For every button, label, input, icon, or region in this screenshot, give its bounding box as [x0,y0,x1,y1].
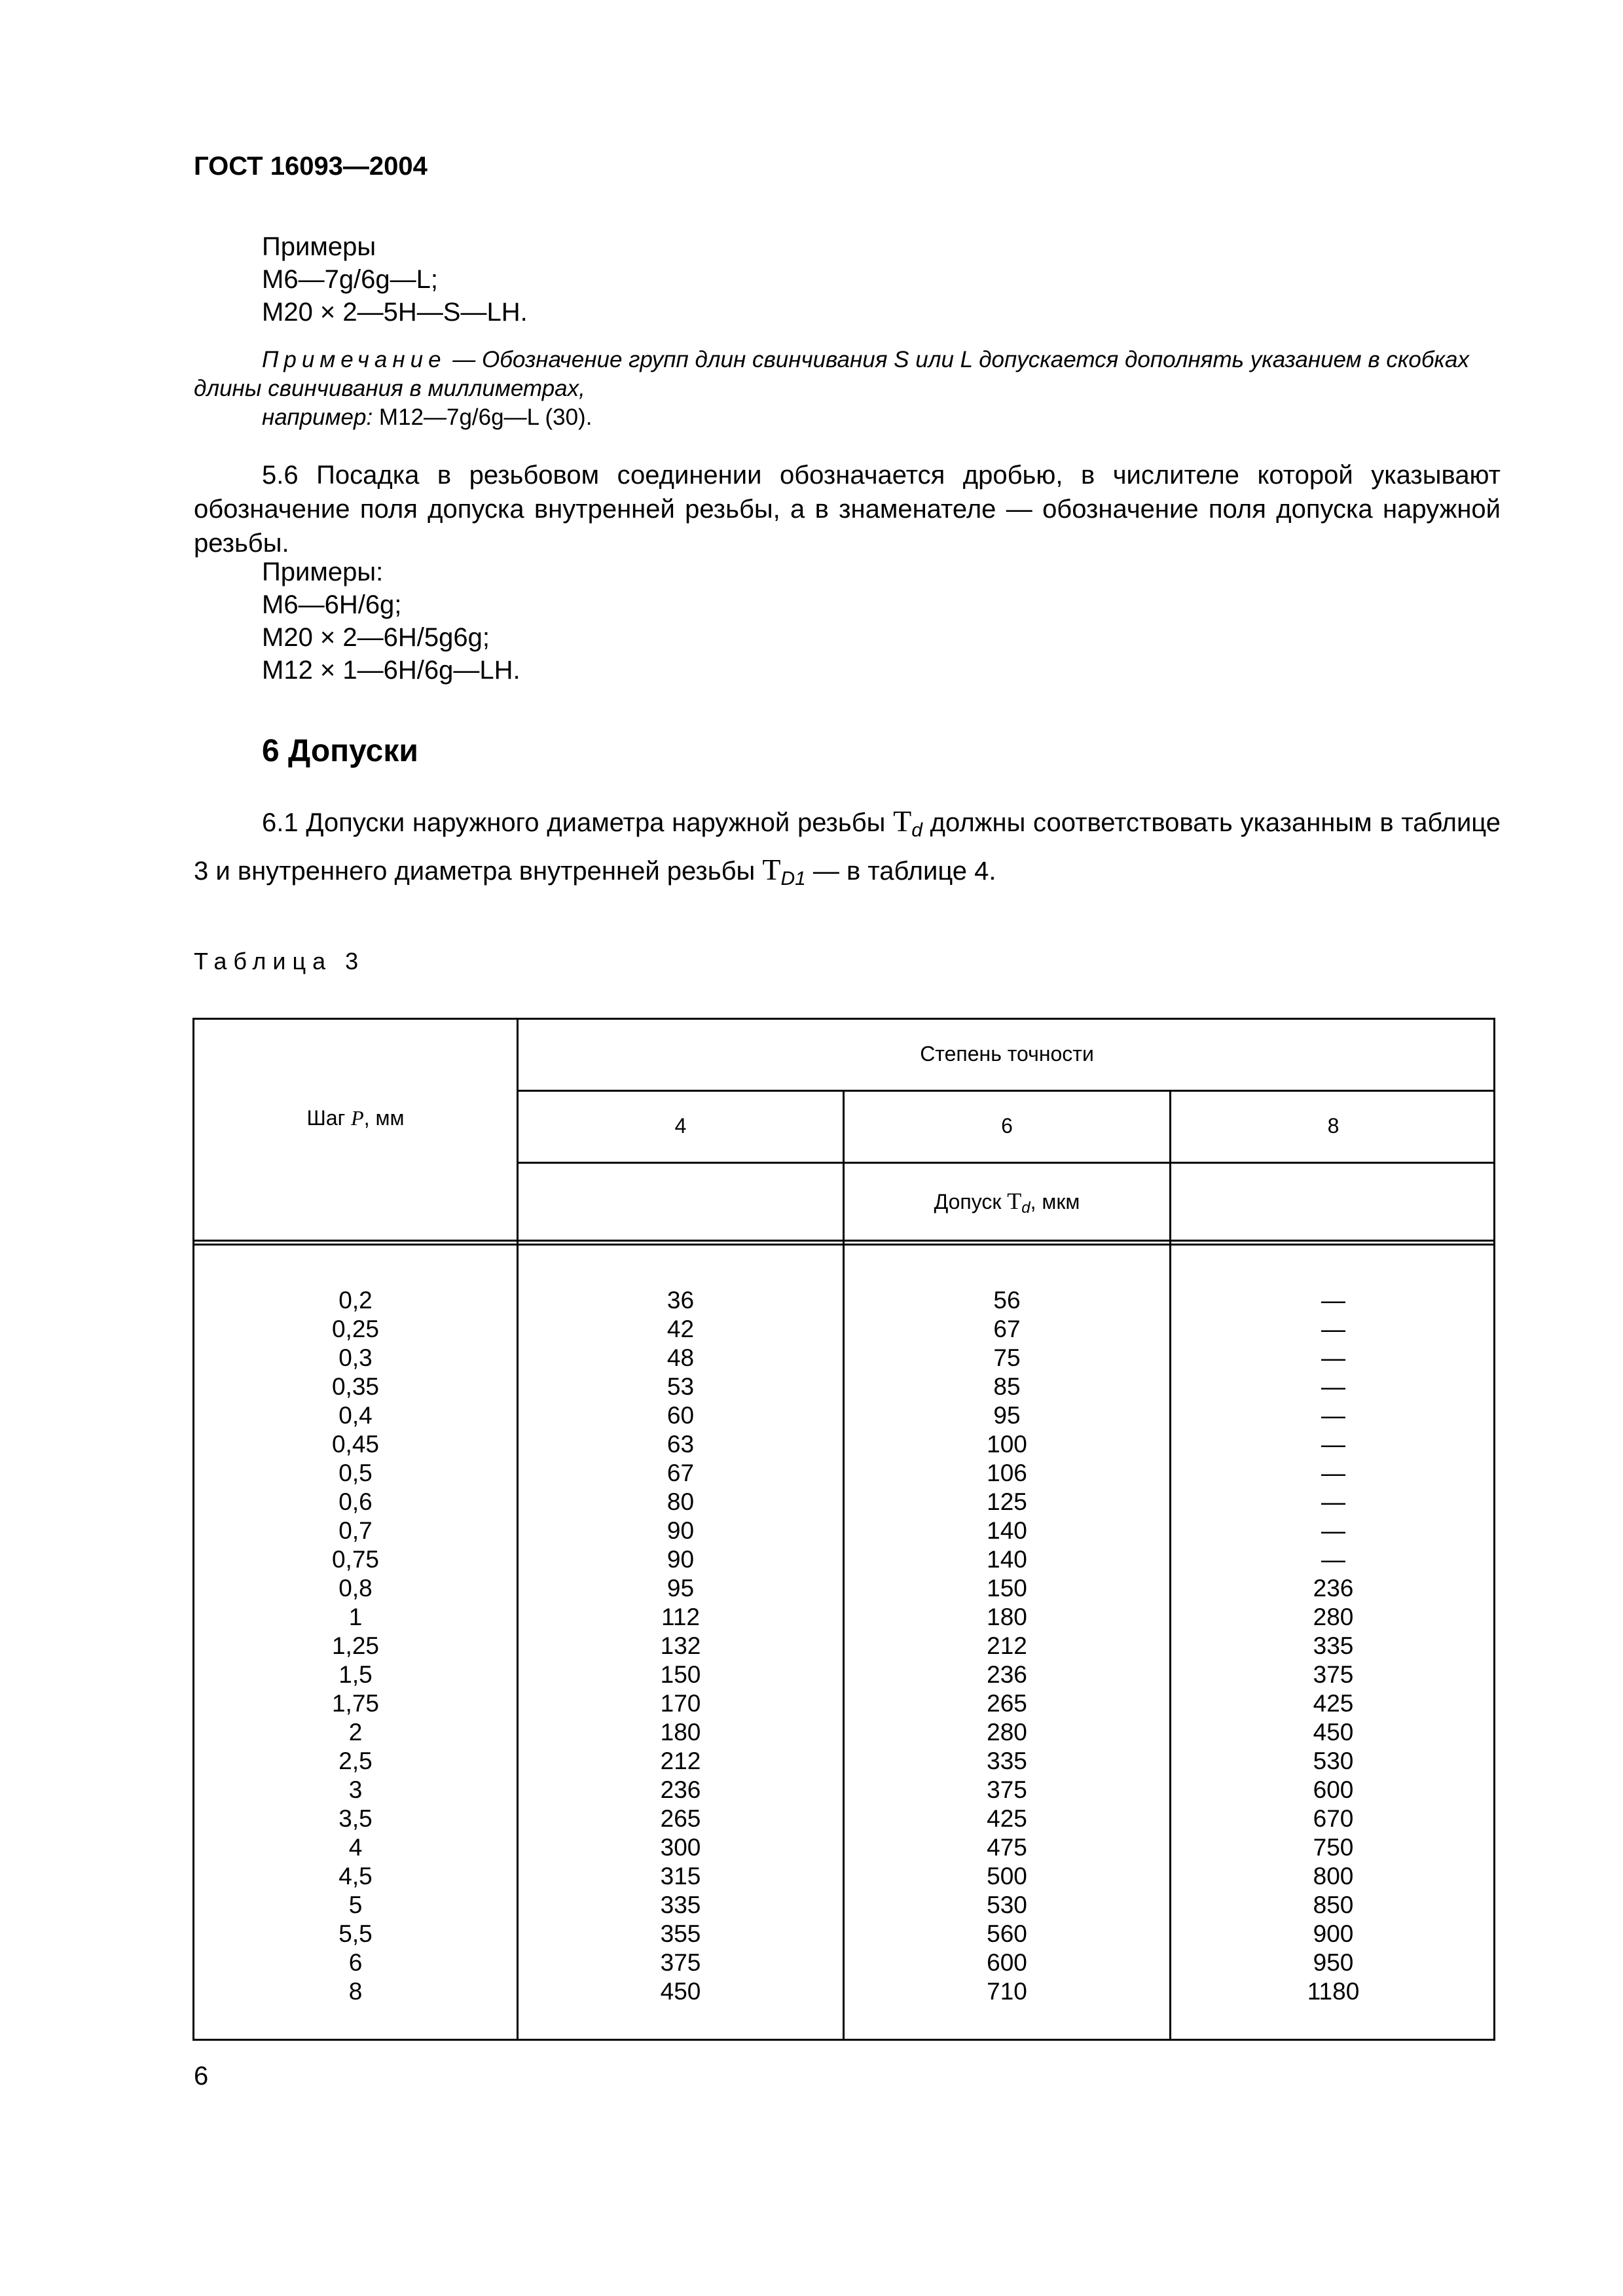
table-cell: — [1321,1402,1345,1429]
table-cell: 355 [660,1920,701,1947]
table-cell: 106 [987,1460,1027,1486]
header-tolerance-symbol: T [1007,1188,1022,1214]
document-header: ГОСТ 16093—2004 [194,152,428,181]
table-cell: 450 [1313,1719,1354,1746]
column-pitch [194,1286,517,2006]
table-cell: 80 [666,1488,695,1515]
table-cell: 112 [661,1604,700,1630]
table-cell: 100 [987,1431,1027,1458]
paragraph-5-6: 5.6 Посадка в резьбовом соединении обозначается дробью, в числителе которой указывают обозначение поля допуска внутренней резьбы, а в знаменателе — обозначение поля допуска наружной резьбы. [194,461,1501,558]
table-cell: 425 [1313,1690,1354,1717]
table-cell: 5,5 [338,1920,373,1947]
header-pitch [194,1106,517,1130]
table-cell: 375 [987,1776,1027,1803]
header-pitch-label: Шаг [306,1106,346,1130]
tolerance-subscript: D1 [780,868,806,889]
paragraph-text: — в таблице 4. [805,857,996,886]
example-item: М12 × 1—6Н/6g—LH. [262,656,520,685]
table-cell: 3 [348,1776,363,1803]
table-cell: 850 [1313,1892,1354,1918]
table-cell: 335 [987,1748,1027,1774]
note-example-value: М12—7g/6g—L (30). [373,404,593,430]
table-cell: 53 [666,1373,695,1400]
table-cell: 265 [660,1805,701,1832]
table-cell: 1,75 [331,1690,379,1717]
examples-title: Примеры: [262,558,384,586]
table-cell: 335 [660,1892,701,1918]
header-grade-8: 8 [1327,1114,1340,1138]
table-cell: 95 [993,1402,1021,1429]
table-cell: 125 [987,1488,1027,1515]
table-cell: 315 [660,1863,701,1890]
table-cell: 212 [987,1632,1027,1659]
table-cell: 375 [660,1949,701,1976]
paragraph-text: должны соответствовать указанным в таблице 3 и внутреннего диаметра внутренней резьбы [194,808,1501,886]
table-cell: — [1321,1373,1345,1400]
table-cell: 140 [987,1517,1027,1544]
table-cell: 0,35 [331,1373,379,1400]
table-cell: 132 [660,1632,701,1659]
table-cell: 450 [660,1978,701,2005]
table-cell: 42 [666,1316,695,1342]
table-cell: 170 [660,1690,701,1717]
table-cell: 265 [987,1690,1027,1717]
table-divider [192,1244,1495,1246]
header-grade-4: 4 [674,1114,687,1138]
page-number: 6 [194,2062,209,2090]
table-cell: 150 [987,1575,1027,1602]
table-cell: 60 [666,1402,695,1429]
table-cell: 90 [666,1546,695,1573]
header-grade: Степень точности [920,1042,1094,1066]
table-cell: 280 [1313,1604,1354,1630]
table-cell: 2,5 [338,1748,373,1774]
table-cell: 280 [987,1719,1027,1746]
table-cell: 8 [348,1978,363,2005]
column-grade-8 [1171,1286,1495,2006]
table-divider [517,1090,1495,1092]
table-cell: 236 [987,1661,1027,1688]
table-cell: 85 [993,1373,1021,1400]
examples-title: Примеры [262,232,376,261]
table-cell: 670 [1313,1805,1354,1832]
example-item: М20 × 2—6Н/5g6g; [262,623,490,652]
table-cell: 140 [987,1546,1027,1573]
table-cell: 710 [987,1978,1027,2005]
table-cell: 0,5 [338,1460,373,1486]
table-cell: 36 [666,1287,695,1314]
table-cell: 0,8 [338,1575,373,1602]
table-cell: 0,6 [338,1488,373,1515]
table-cell: 1 [348,1604,363,1630]
table-cell: 5 [348,1892,363,1918]
example-item: М20 × 2—5Н—S—LH. [262,298,528,327]
table-cell: 300 [660,1834,701,1861]
table-cell: 0,45 [331,1431,379,1458]
table-cell: — [1321,1460,1345,1486]
table-cell: 375 [1313,1661,1354,1688]
table-cell: 212 [660,1748,701,1774]
table-cell: 0,75 [331,1546,379,1573]
table-cell: 0,7 [338,1517,373,1544]
table-cell: 95 [666,1575,695,1602]
table-cell: 67 [666,1460,695,1486]
header-pitch-variable: P [351,1106,364,1130]
table-cell: 0,4 [338,1402,373,1429]
table-cell: 180 [660,1719,701,1746]
table-cell: 4 [348,1834,363,1861]
table-cell: 0,3 [338,1344,373,1371]
table-cell: 236 [1313,1575,1354,1602]
table-cell: 950 [1313,1949,1354,1976]
table-cell: 750 [1313,1834,1354,1861]
table-cell: 475 [987,1834,1027,1861]
table-cell: — [1321,1344,1345,1371]
table-cell: 67 [993,1316,1021,1342]
table-cell: 75 [993,1344,1021,1371]
tolerance-symbol: T [762,853,781,886]
table-cell: — [1321,1517,1345,1544]
note-example-prefix: например: [262,404,373,430]
table-cell: 63 [666,1431,695,1458]
tolerance-subscript: d [911,819,922,841]
table-cell: — [1321,1431,1345,1458]
table-cell: — [1321,1287,1345,1314]
section-heading: 6 Допуски [262,734,418,768]
table-cell: 56 [993,1287,1021,1314]
table-cell: 530 [987,1892,1027,1918]
example-item: М6—7g/6g—L; [262,265,439,294]
header-tolerance-label: Допуск [934,1190,1008,1213]
table-cell: 1,25 [331,1632,379,1659]
table-cell: 500 [987,1863,1027,1890]
table-cell: 600 [987,1949,1027,1976]
column-grade-6 [845,1286,1169,2006]
header-tolerance-subscript: d [1021,1199,1030,1217]
header-pitch-unit: , мм [363,1106,405,1130]
table-cell: 180 [987,1604,1027,1630]
table-cell: 6 [348,1949,363,1976]
table-divider [517,1162,1495,1164]
note-block [194,346,1501,403]
table-cell: 335 [1313,1632,1354,1659]
table-cell: 900 [1313,1920,1354,1947]
header-tolerance [519,1187,1495,1217]
table-cell: 1180 [1307,1978,1360,2005]
table-cell: 236 [660,1776,701,1803]
table-cell: 48 [666,1344,695,1371]
table-divider [192,1240,1495,1242]
note-text: — Обозначение групп длин свинчивания S или L допускается дополнять указанием в скобках длины свинчивания в миллиметрах, [194,347,1470,401]
example-item: М6—6Н/6g; [262,590,402,619]
column-grade-4 [519,1286,843,2006]
table-cell: 800 [1313,1863,1354,1890]
note-example [262,404,592,431]
table-cell: 0,2 [338,1287,373,1314]
table-cell: 425 [987,1805,1027,1832]
table-cell: 0,25 [331,1316,379,1342]
table-cell: — [1321,1316,1345,1342]
table-cell: 530 [1313,1748,1354,1774]
paragraph-text: 6.1 Допуски наружного диаметра наружной резьбы [262,808,894,837]
table-cell: 90 [666,1517,695,1544]
table-cell: 3,5 [338,1805,373,1832]
table-cell: — [1321,1488,1345,1515]
table-cell: 150 [660,1661,701,1688]
tolerance-symbol: T [893,804,912,838]
table-cell: 1,5 [338,1661,373,1688]
note-label: Примечание [262,347,447,372]
table-caption: Таблица 3 [194,948,365,975]
table-cell: — [1321,1546,1345,1573]
table-cell: 560 [987,1920,1027,1947]
table-cell: 2 [348,1719,363,1746]
table-cell: 4,5 [338,1863,373,1890]
header-tolerance-unit: , мкм [1030,1190,1080,1213]
table-cell: 600 [1313,1776,1354,1803]
paragraph-6-1 [194,802,1501,899]
header-grade-6: 6 [1001,1114,1013,1138]
